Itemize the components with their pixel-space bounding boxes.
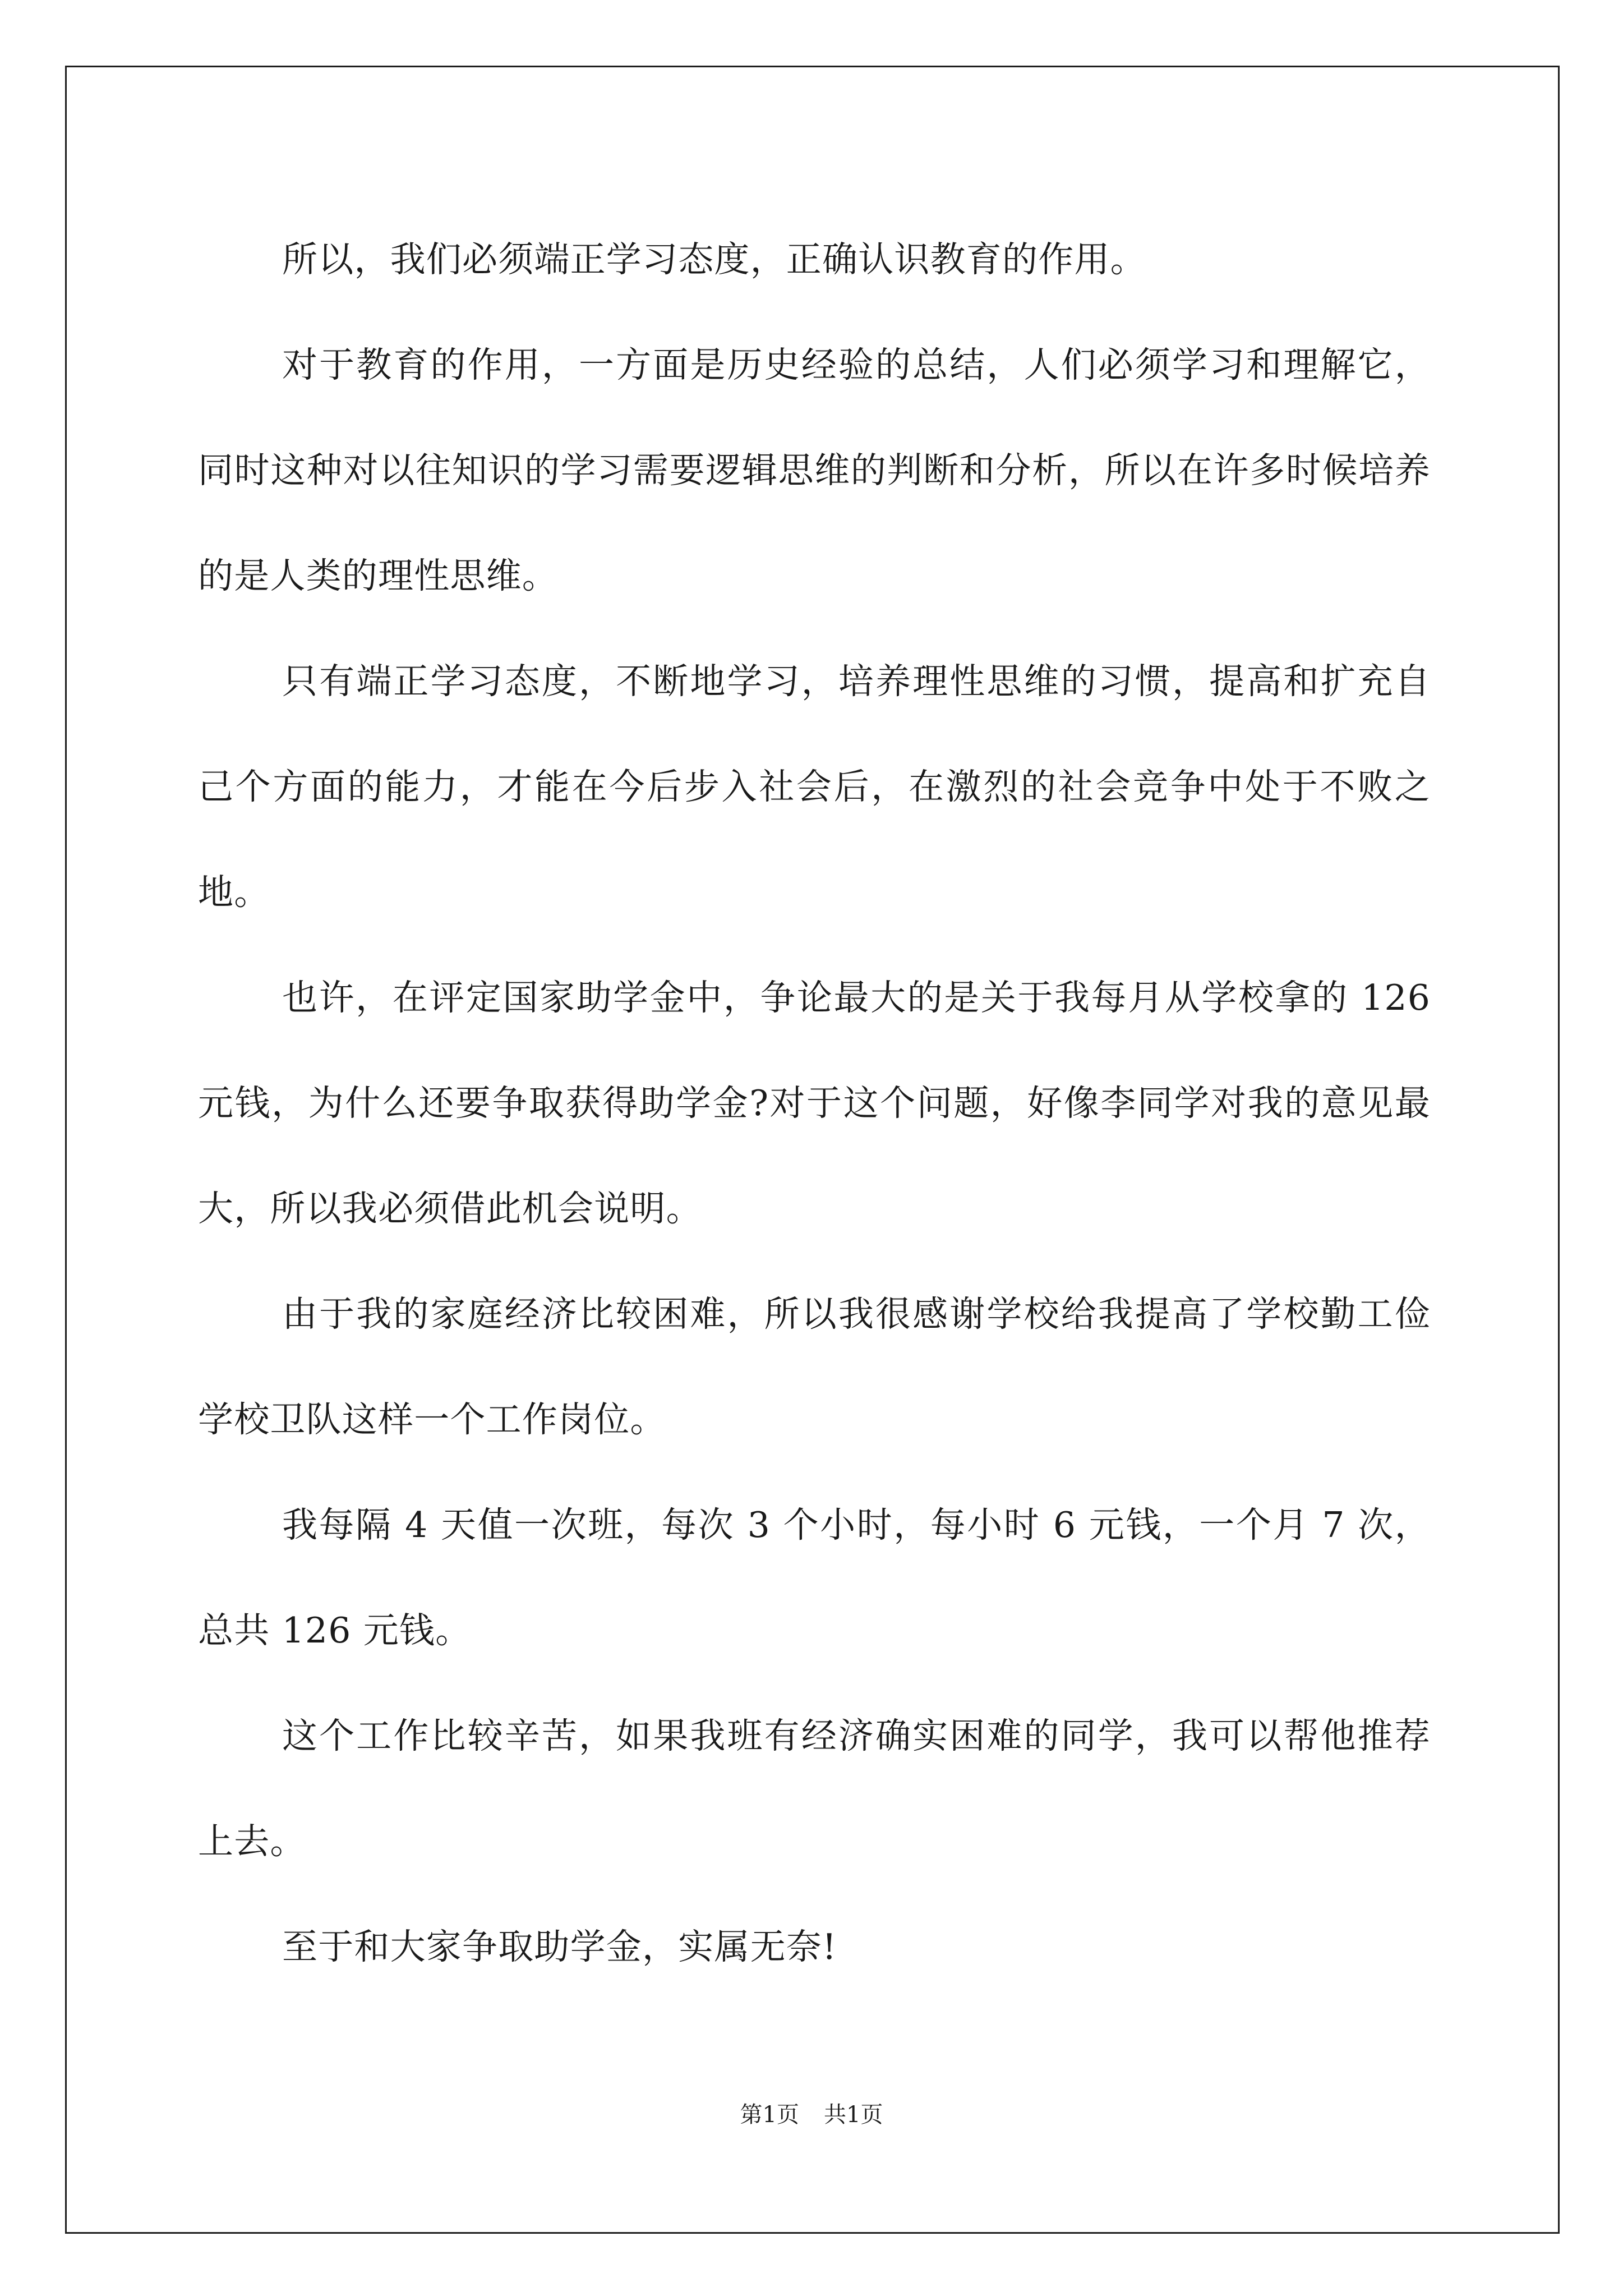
page-number: 第1页 (740, 2102, 799, 2128)
paragraph-8: 至于和大家争取助学金，实属无奈! (282, 1926, 837, 1967)
paragraph-6: 我每隔 4 天值一次班，每次 3 个小时，每小时 6 元钱，一个月 7 次，总共 126 元钱。 (198, 1504, 1431, 1651)
paragraph-2: 对于教育的作用，一方面是历史经验的总结，人们必须学习和理解它，同时这种对以往知识的学习需要逻辑思维的判断和分析，所以在许多时候培养的是人类的理性思维。 (198, 344, 1431, 596)
paragraph-7: 这个工作比较辛苦，如果我班有经济确实困难的同学，我可以帮他推荐上去。 (198, 1715, 1431, 1862)
paragraph-5: 由于我的家庭经济比较困难，所以我很感谢学校给我提高了学校勤工俭学校卫队这样一个工作岗位。 (198, 1294, 1431, 1440)
document-body (198, 207, 1431, 2000)
paragraph-4: 也许，在评定国家助学金中，争论最大的是关于我每月从学校拿的 126 元钱，为什么还要争取获得助学金?对于这个问题，好像李同学对我的意见最大，所以我必须借此机会说明。 (198, 977, 1431, 1229)
page-total: 共1页 (824, 2102, 883, 2128)
paragraph-3: 只有端正学习态度，不断地学习，培养理性思维的习惯，提高和扩充自己个方面的能力，才能在今后步入社会后，在激烈的社会竞争中处于不败之地。 (198, 661, 1431, 913)
paragraph-1: 所以，我们必须端正学习态度，正确认识教育的作用。 (282, 239, 1146, 280)
page-footer (0, 2097, 1623, 2129)
